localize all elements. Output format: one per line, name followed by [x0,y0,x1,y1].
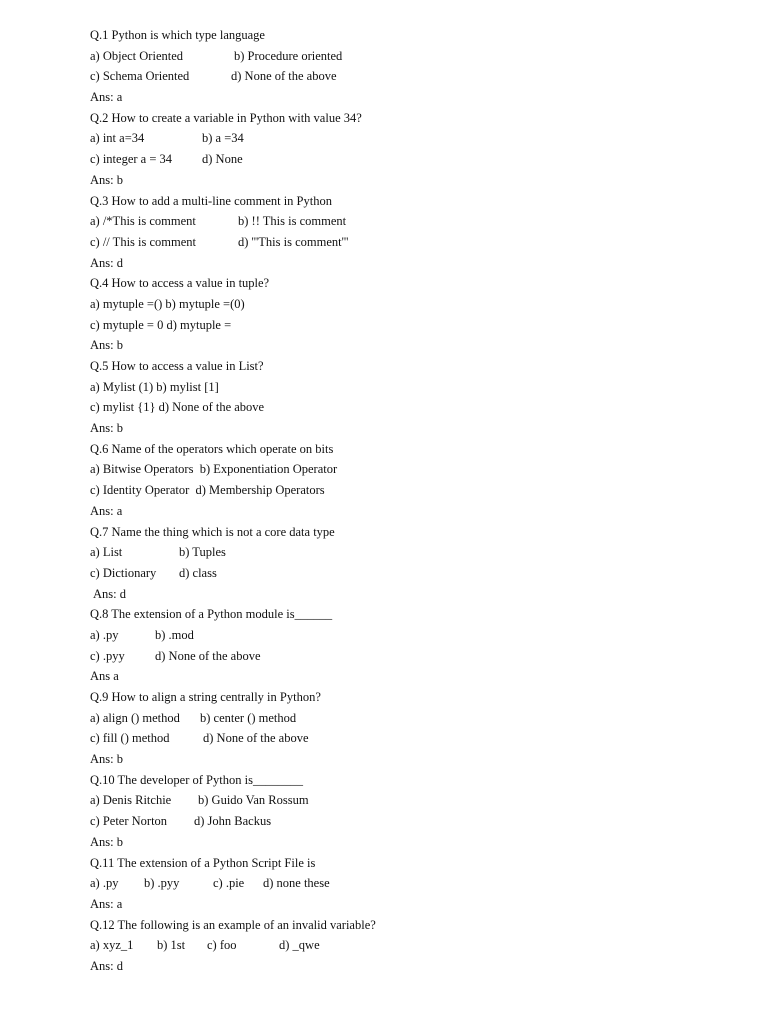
question-7-options-row-2 [90,563,730,584]
option-a: a) xyz_1 [90,938,134,953]
question-10-answer: Ans: b [90,834,123,849]
option-a: a) .py [90,627,119,642]
question-8-options-row-1 [90,625,730,646]
option-a: a) List [90,545,123,560]
option-c: c) .pie [213,876,245,891]
option-c: c) fill () method [90,731,170,746]
option-b: b) .mod [155,627,194,642]
question-11-options-row-1 [90,873,730,894]
question-5-answer: Ans: b [90,421,123,436]
option-d: d) none these [263,876,330,891]
question-3-options-row-2 [90,232,730,253]
question-12: Q.12 The following is an example of an invalid variable? [90,917,376,932]
option-a: a) /*This is comment [90,214,196,229]
option-c: c) Schema Oriented [90,69,190,84]
option-b: b) !! This is comment [238,214,347,229]
option-d: d) None of the above [203,731,309,746]
option-a: a) Object Oriented [90,48,184,63]
question-4-options-row-1: a) mytuple =() b) mytuple =(0) [90,296,245,311]
question-7: Q.7 Name the thing which is not a core data type [90,524,335,539]
question-4: Q.4 How to access a value in tuple? [90,276,270,291]
option-d: d) None [202,152,243,167]
question-5-options-row-1: a) Mylist (1) b) mylist [1] [90,379,219,394]
question-8-answer: Ans a [90,669,119,684]
question-12-answer: Ans: d [90,958,123,973]
option-d: d) John Backus [194,814,272,829]
question-6: Q.6 Name of the operators which operate on bits [90,441,334,456]
question-6-answer: Ans: a [90,503,123,518]
option-a: a) int a=34 [90,131,145,146]
option-b: b) .pyy [144,876,180,891]
question-1-answer: Ans: a [90,90,123,105]
question-5-options-row-2: c) mylist {1} d) None of the above [90,400,265,415]
quiz-document [90,25,730,977]
question-8-options-row-2 [90,646,730,667]
question-2-options-row-2 [90,149,730,170]
question-8: Q.8 The extension of a Python module is______ [90,607,333,622]
option-d: d) '''This is comment''' [238,234,349,249]
option-b: b) Guido Van Rossum [198,793,309,808]
question-1-options-row-1 [90,46,730,67]
option-d: d) class [179,565,217,580]
question-4-answer: Ans: b [90,338,123,353]
option-a: a) align () method [90,710,180,725]
question-2-options-row-1 [90,128,730,149]
option-c: c) .pyy [90,648,125,663]
option-c: c) Peter Norton [90,814,168,829]
question-6-options-row-1: a) Bitwise Operators b) Exponentiation Operator [90,462,338,477]
option-c: c) integer a = 34 [90,152,173,167]
option-a: a) Denis Ritchie [90,793,172,808]
question-1-options-row-2 [90,66,730,87]
option-d: d) None of the above [231,69,337,84]
question-3: Q.3 How to add a multi-line comment in Python [90,193,332,208]
question-2-answer: Ans: b [90,172,123,187]
question-11: Q.11 The extension of a Python Script File is [90,855,316,870]
question-11-answer: Ans: a [90,896,123,911]
option-b: b) Tuples [179,545,226,560]
question-2: Q.2 How to create a variable in Python with value 34? [90,110,362,125]
question-6-options-row-2: c) Identity Operator d) Membership Operators [90,483,325,498]
question-5: Q.5 How to access a value in List? [90,359,264,373]
question-9-options-row-2 [90,728,730,749]
option-c: c) Dictionary [90,565,157,580]
option-b: b) a =34 [202,131,244,146]
question-9-options-row-1 [90,708,730,729]
question-10-options-row-2 [90,811,730,832]
question-7-options-row-1 [90,542,730,563]
option-c: c) foo [207,938,237,953]
question-12-options-row-1 [90,935,730,956]
question-3-answer: Ans: d [90,255,123,270]
option-b: b) center () method [200,710,297,725]
question-7-answer: Ans: d [93,586,126,601]
question-1: Q.1 Python is which type language [90,28,265,42]
question-3-options-row-1 [90,211,730,232]
question-4-options-row-2: c) mytuple = 0 d) mytuple = [90,317,232,332]
option-b: b) Procedure oriented [234,48,343,63]
option-a: a) .py [90,876,119,891]
question-10: Q.10 The developer of Python is________ [90,772,303,787]
option-d: d) _qwe [279,938,320,953]
option-c: c) // This is comment [90,234,197,249]
question-10-options-row-1 [90,790,730,811]
option-d: d) None of the above [155,648,261,663]
question-9-answer: Ans: b [90,752,123,767]
option-b: b) 1st [157,938,186,953]
question-9: Q.9 How to align a string centrally in Python? [90,690,321,704]
